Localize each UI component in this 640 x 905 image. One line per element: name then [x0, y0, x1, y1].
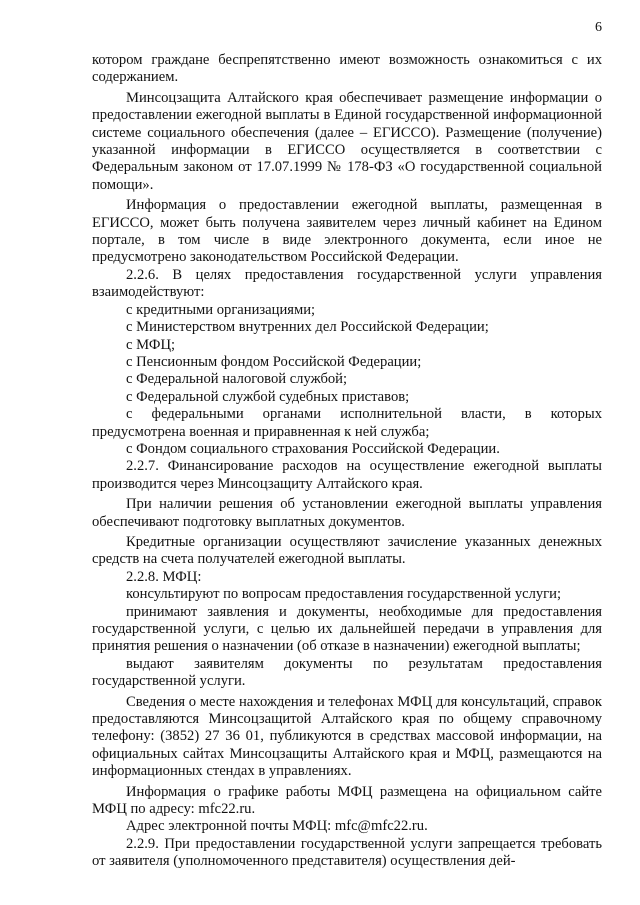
list-item: с Министерством внутренних дел Российской Федерации;: [126, 319, 489, 336]
paragraph: 2.2.9. При предоставлении государственной услуги запрещается требовать от заявителя (уполномоченного представителя) осуществления дей-: [92, 835, 602, 870]
list-item: с Федеральной налоговой службой;: [126, 371, 348, 388]
paragraph: Информация о графике работы МФЦ размещена на официальном сайте МФЦ по адресу: mfc22.ru.: [92, 783, 602, 818]
paragraph: 2.2.8. МФЦ:: [126, 568, 202, 585]
list-item: выдают заявителям документы по результатам предоставления государственной услуги.: [92, 655, 602, 690]
list-item: с Фондом социального страхования Российской Федерации.: [126, 440, 500, 457]
paragraph: 2.2.6. В целях предоставления государственной услуги управления взаимодействуют:: [92, 266, 602, 301]
paragraph: Информация о предоставлении ежегодной выплаты, размещенная в ЕГИССО, может быть получена заявителем через личный кабинет на Едином портале, в том числе в виде электронного документа, если иное не предусмотрено законодательством Российской Федерации.: [92, 197, 602, 266]
paragraph: При наличии решения об установлении ежегодной выплаты управления обеспечивают подготовку выплатных документов.: [92, 496, 602, 530]
list-item: с Пенсионным фондом Российской Федерации;: [126, 353, 422, 370]
list-item: с МФЦ;: [126, 336, 176, 353]
list-item: консультируют по вопросам предоставления государственной услуги;: [126, 586, 562, 603]
paragraph: котором граждане беспрепятственно имеют возможность ознакомиться с их содержанием.: [92, 52, 602, 86]
paragraph: 2.2.7. Финансирование расходов на осуществление ежегодной выплаты производится через Минсоцзащиту Алтайского края.: [92, 458, 602, 492]
list-item: принимают заявления и документы, необходимые для предоставления государственной услуги, с целью их дальнейшей передачи в управления для принятия решения о назначении (об отказе в назначении) ежегодной выплаты;: [92, 603, 602, 655]
paragraph: Минсоцзащита Алтайского края обеспечивает размещение информации о предоставлении ежегодной выплаты в Единой государственной информационной системе социального обеспечения (далее – ЕГИССО). Размещение (получение) указанной информации в ЕГИССО осуществляется в соответствии с Федеральным законом от 17.07.1999 № 178-ФЗ «О государственной социальной помощи».: [92, 89, 602, 193]
list-item: с кредитными организациями;: [126, 301, 316, 318]
paragraph: Сведения о месте нахождения и телефонах МФЦ для консультаций, справок предоставляются Минсоцзащитой Алтайского края по общему справочному телефону: (3852) 27 36 01, публикуются в средствах массовой информации, на официальных сайтах Минсоцзащиты Алтайского края и МФЦ, размещаются на информационных стендах в управлениях.: [92, 693, 602, 780]
paragraph: Кредитные организации осуществляют зачисление указанных денежных средств на счета получателей ежегодной выплаты.: [92, 533, 602, 568]
list-item: с федеральными органами исполнительной власти, в которых предусмотрена военная и приравненная к ней служба;: [92, 406, 602, 440]
document-body: [92, 52, 602, 871]
paragraph: Адрес электронной почты МФЦ: mfc@mfc22.ru.: [126, 818, 428, 835]
page-number: 6: [595, 20, 602, 35]
list-item: с Федеральной службой судебных приставов;: [126, 388, 410, 405]
